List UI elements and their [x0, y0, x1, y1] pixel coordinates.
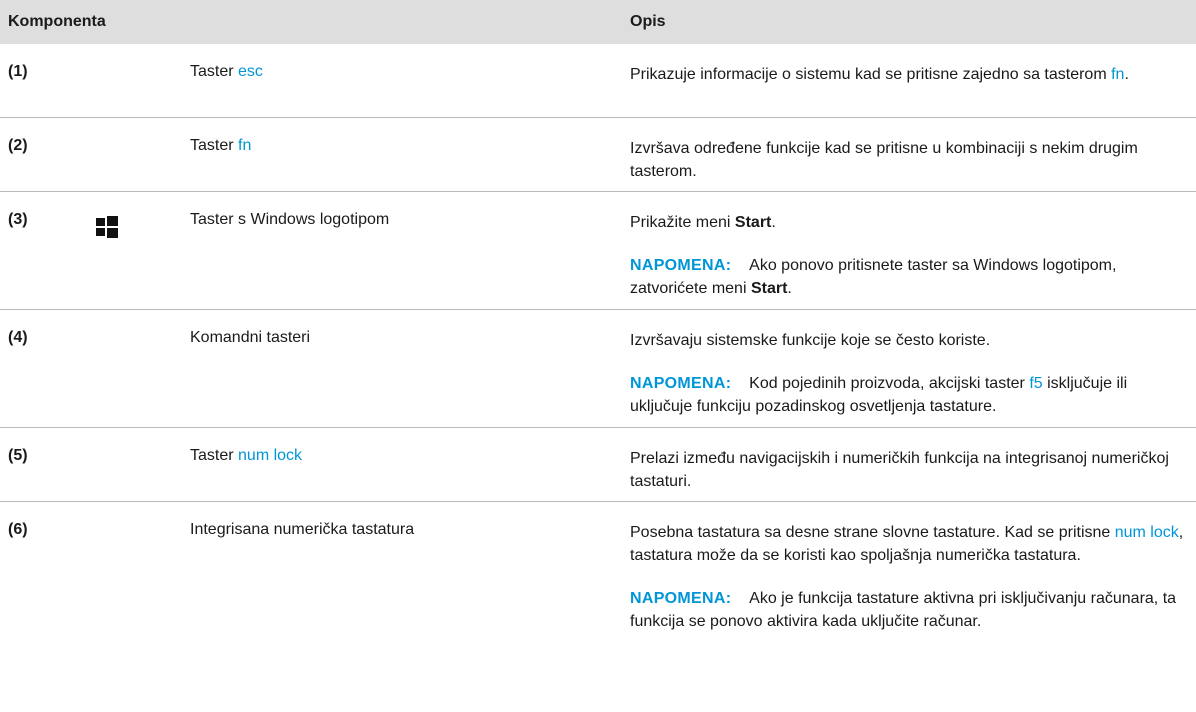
desc-text-end: .: [771, 214, 776, 231]
component-description: [630, 329, 1190, 418]
desc-text: Prikazuje informacije o sistemu kad se pritisne zajedno sa tasterom: [630, 66, 1112, 83]
key-link-esc[interactable]: esc: [238, 63, 263, 80]
table-row: [0, 118, 1196, 192]
desc-text: Izvršavaju sistemske funkcije koje se često koriste.: [630, 332, 991, 349]
table-row: [0, 428, 1196, 502]
windows-logo-icon: [96, 216, 118, 238]
component-description: [630, 137, 1190, 183]
row-number: (5): [8, 447, 28, 464]
key-link-f5[interactable]: f5: [1029, 375, 1043, 392]
note-bold-start: Start: [750, 280, 788, 297]
component-name: Integrisana numerička tastatura: [190, 521, 415, 538]
row-number: (3): [8, 211, 28, 228]
table-row: [0, 502, 1196, 712]
table-header: [0, 0, 1196, 44]
component-description: [630, 521, 1190, 633]
note-label: NAPOMENA:: [630, 375, 732, 392]
key-link-num-lock[interactable]: num lock: [1114, 524, 1179, 541]
desc-text: Posebna tastatura sa desne strane slovne tastature. Kad se pritisne: [630, 524, 1115, 541]
note-text-end: isključuje ili uključuje funkciju pozadinskog osvetljenja tastature.: [630, 375, 1128, 415]
desc-text: Prelazi između navigacijskih i numeričkih funkcija na integrisanoj numeričkoj tastaturi.: [630, 450, 1169, 490]
note-text: Kod pojedinih proizvoda, akcijski taster: [749, 375, 1030, 392]
component-name: [190, 63, 263, 81]
component-description: [630, 211, 1190, 300]
header-description: Opis: [630, 13, 666, 30]
desc-text-end: , tastatura može da se koristi kao spoljašnja numerička tastatura.: [630, 524, 1184, 564]
note-text: Ako je funkcija tastature aktivna pri isključivanju računara, ta funkcija se ponovo aktivira kada uključite računar.: [630, 590, 1177, 630]
note-text-end: .: [787, 280, 792, 297]
desc-text: Izvršava određene funkcije kad se pritisne u kombinaciji s nekim drugim tasterom.: [630, 140, 1138, 180]
component-name: Komandni tasteri: [190, 329, 311, 346]
key-link-fn[interactable]: fn: [238, 137, 252, 154]
note-label: NAPOMENA:: [630, 257, 732, 274]
component-name: Taster s Windows logotipom: [190, 211, 390, 228]
table-row: [0, 310, 1196, 428]
row-number: (1): [8, 63, 28, 80]
table-row: [0, 192, 1196, 310]
component-name: [190, 137, 251, 155]
desc-text: Prikažite meni: [630, 214, 735, 231]
row-number: (4): [8, 329, 28, 346]
key-link-num-lock[interactable]: num lock: [238, 447, 303, 464]
table-row: [0, 44, 1196, 118]
row-number: (2): [8, 137, 28, 154]
name-text: Taster: [190, 63, 239, 80]
note-text: Ako ponovo pritisnete taster sa Windows logotipom, zatvorićete meni: [630, 257, 1117, 297]
note-label: NAPOMENA:: [630, 590, 732, 607]
header-component: Komponenta: [8, 13, 106, 30]
desc-text-end: .: [1124, 66, 1129, 83]
name-text: Taster: [190, 447, 239, 464]
key-link-fn[interactable]: fn: [1111, 66, 1125, 83]
name-text: Taster: [190, 137, 239, 154]
component-name: [190, 447, 302, 465]
component-description: [630, 447, 1190, 493]
desc-bold-start: Start: [734, 214, 772, 231]
component-description: [630, 63, 1190, 86]
row-number: (6): [8, 521, 28, 538]
